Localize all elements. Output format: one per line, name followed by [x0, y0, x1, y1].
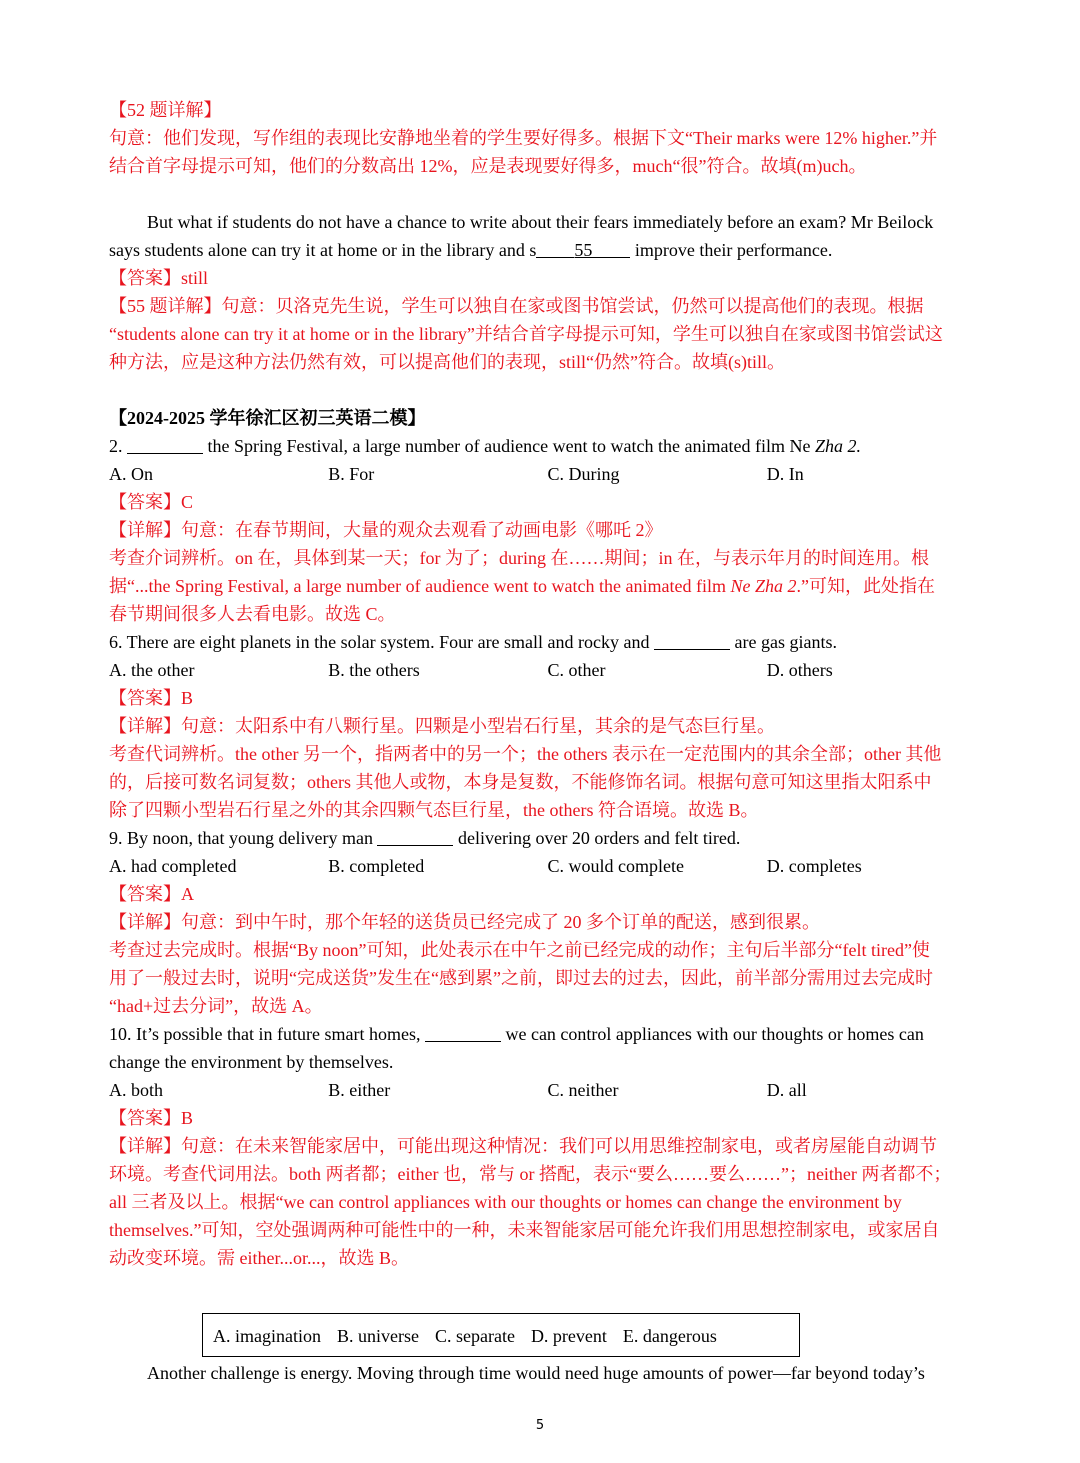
stem-text: we can control appliances with our thoughts or homes can [500, 1024, 924, 1044]
stem-text: 2. [109, 436, 127, 456]
word-bank-item: C. separate [434, 1326, 515, 1346]
word-bank-item: E. dangerous [622, 1326, 717, 1346]
option-c: C. other [547, 660, 606, 680]
word-bank-item: A. imagination [213, 1326, 321, 1346]
blank-line [592, 239, 630, 258]
option-a: A. the other [109, 660, 195, 680]
q52-explanation-line: 句意：他们发现，写作组的表现比安静地坐着的学生要好得多。根据下文“Their marks were 12% higher.”并 [109, 128, 938, 148]
q10-options [109, 1076, 986, 1104]
q2-explanation-line: 春节期间很多人去看电影。故选 C。 [109, 604, 396, 624]
q10-explanation-line: all 三者及以上。根据“we can control appliances with our thoughts or homes can change the environment by [109, 1192, 902, 1212]
passage-text: improve their performance. [630, 240, 833, 260]
word-bank-box [202, 1313, 800, 1357]
option-a: A. On [109, 464, 153, 484]
q2-options [109, 460, 986, 488]
q10-answer: 【答案】B [109, 1108, 194, 1128]
film-title: Zha 2. [814, 436, 861, 456]
q9-options [109, 852, 986, 880]
option-a: A. had completed [109, 856, 237, 876]
q55-explanation-line: 种方法，应是这种方法仍然有效，可以提高他们的表现，still“仍然”符合。故填(s)till。 [109, 352, 785, 372]
q10-explanation-line: 【详解】句意：在未来智能家居中，可能出现这种情况：我们可以用思维控制家电，或者房屋能自动调节 [109, 1136, 937, 1156]
explanation-text: 据“...the Spring Festival, a large number of audience went to watch the animated film [109, 576, 731, 596]
option-d: D. completes [766, 856, 862, 876]
option-b: B. completed [328, 856, 425, 876]
page-number: 5 [535, 1418, 545, 1433]
option-a: A. both [109, 1080, 163, 1100]
q2-explanation-line: 【详解】句意：在春节期间，大量的观众去观看了动画电影《哪吒 2》 [109, 520, 663, 540]
passage-line: Another challenge is energy. Moving through time would need huge amounts of power—far beyond today’s [147, 1363, 925, 1383]
q10-explanation-line: 环境。考查代词用法。both 两者都；either 也，常与 or 搭配，表示“要么……要么……”；neither 两者都不； [109, 1164, 952, 1184]
stem-text: 9. By noon, that young delivery man [109, 828, 378, 848]
section-title: 【2024-2025 学年徐汇区初三英语二模】 [109, 408, 426, 428]
option-b: B. the others [328, 660, 420, 680]
q2-explanation-line: 考查介词辨析。on 在，具体到某一天；for 为了；during 在……期间；in 在，与表示年月的时间连用。根 [109, 548, 929, 568]
option-d: D. all [766, 1080, 807, 1100]
answer-blank [377, 827, 453, 846]
q55-answer: 【答案】still [109, 268, 209, 288]
q9-explanation-line: 【详解】句意：到中午时，那个年轻的送货员已经完成了 20 多个订单的配送，感到很累。 [109, 912, 820, 932]
option-c: C. During [547, 464, 620, 484]
stem-text: 10. It’s possible that in future smart homes, [109, 1024, 425, 1044]
passage-line: But what if students do not have a chance to write about their fears immediately before an exam? Mr Beilock [147, 212, 934, 232]
q55-explanation-line: “students alone can try it at home or in the library”并结合首字母提示可知，学生可以独自在家或图书馆尝试这 [109, 324, 943, 344]
answer-blank [654, 631, 730, 650]
q6-explanation-line: 【详解】句意：太阳系中有八颗行星。四颗是小型岩石行星，其余的是气态巨行星。 [109, 716, 775, 736]
word-bank-item: B. universe [336, 1326, 419, 1346]
q10-stem [109, 1020, 986, 1048]
q6-explanation-line: 的，后接可数名词复数；others 其他人或物，本身是复数，不能修饰名词。根据句意可知这里指太阳系中 [109, 772, 932, 792]
film-title: Ne Zha 2 [730, 576, 797, 596]
stem-text: 6. There are eight planets in the solar system. Four are small and rocky and [109, 632, 655, 652]
blank-line [536, 239, 574, 258]
explanation-text: .”可知，此处指在 [796, 576, 935, 596]
q9-explanation-line: 考查过去完成时。根据“By noon”可知，此处表示在中午之前已经完成的动作；主句后半部分“felt tired”使 [109, 940, 930, 960]
passage-text: says students alone can try it at home or in the library and s [109, 240, 537, 260]
answer-blank [425, 1023, 501, 1042]
q2-explanation-line [109, 572, 986, 600]
option-b: B. either [328, 1080, 391, 1100]
option-d: D. others [766, 660, 833, 680]
option-c: C. neither [547, 1080, 619, 1100]
q10-explanation-line: themselves.”可知，空处强调两种可能性中的一种，未来智能家居可能允许我们用思想控制家电，或家居自 [109, 1220, 940, 1240]
q52-heading: 【52 题详解】 [109, 100, 222, 120]
q2-stem [109, 432, 986, 460]
stem-text: are gas giants. [730, 632, 837, 652]
word-bank-item: D. prevent [530, 1326, 607, 1346]
q9-stem [109, 824, 986, 852]
stem-text: the Spring Festival, a large number of audience went to watch the animated film Ne [203, 436, 815, 456]
q2-answer: 【答案】C [109, 492, 194, 512]
q6-stem [109, 628, 986, 656]
blank-number: 55 [574, 240, 593, 260]
q6-explanation-line: 除了四颗小型岩石行星之外的其余四颗气态巨行星，the others 符合语境。故选 B。 [109, 800, 759, 820]
answer-blank [127, 435, 203, 454]
q9-answer: 【答案】A [109, 884, 194, 904]
q10-explanation-line: 动改变环境。需 either...or...，故选 B。 [109, 1248, 409, 1268]
q9-explanation-line: “had+过去分词”，故选 A。 [109, 996, 323, 1016]
page-content [109, 96, 986, 1272]
q52-explanation-line: 结合首字母提示可知，他们的分数高出 12%，应是表现要好得多，much“很”符合。故填(m)uch。 [109, 156, 867, 176]
q6-options [109, 656, 986, 684]
option-c: C. would complete [547, 856, 684, 876]
q10-stem: change the environment by themselves. [109, 1052, 394, 1072]
q9-explanation-line: 用了一般过去时，说明“完成送货”发生在“感到累”之前，即过去的过去，因此，前半部分需用过去完成时 [109, 968, 933, 988]
q55-explanation-line: 【55 题详解】句意：贝洛克先生说，学生可以独自在家或图书馆尝试，仍然可以提高他们的表现。根据 [109, 296, 924, 316]
option-d: D. In [766, 464, 804, 484]
q6-answer: 【答案】B [109, 688, 194, 708]
option-b: B. For [328, 464, 375, 484]
passage-line [109, 236, 986, 264]
q6-explanation-line: 考查代词辨析。the other 另一个，指两者中的另一个；the others 表示在一定范围内的其余全部；other 其他 [109, 744, 942, 764]
stem-text: delivering over 20 orders and felt tired. [453, 828, 741, 848]
